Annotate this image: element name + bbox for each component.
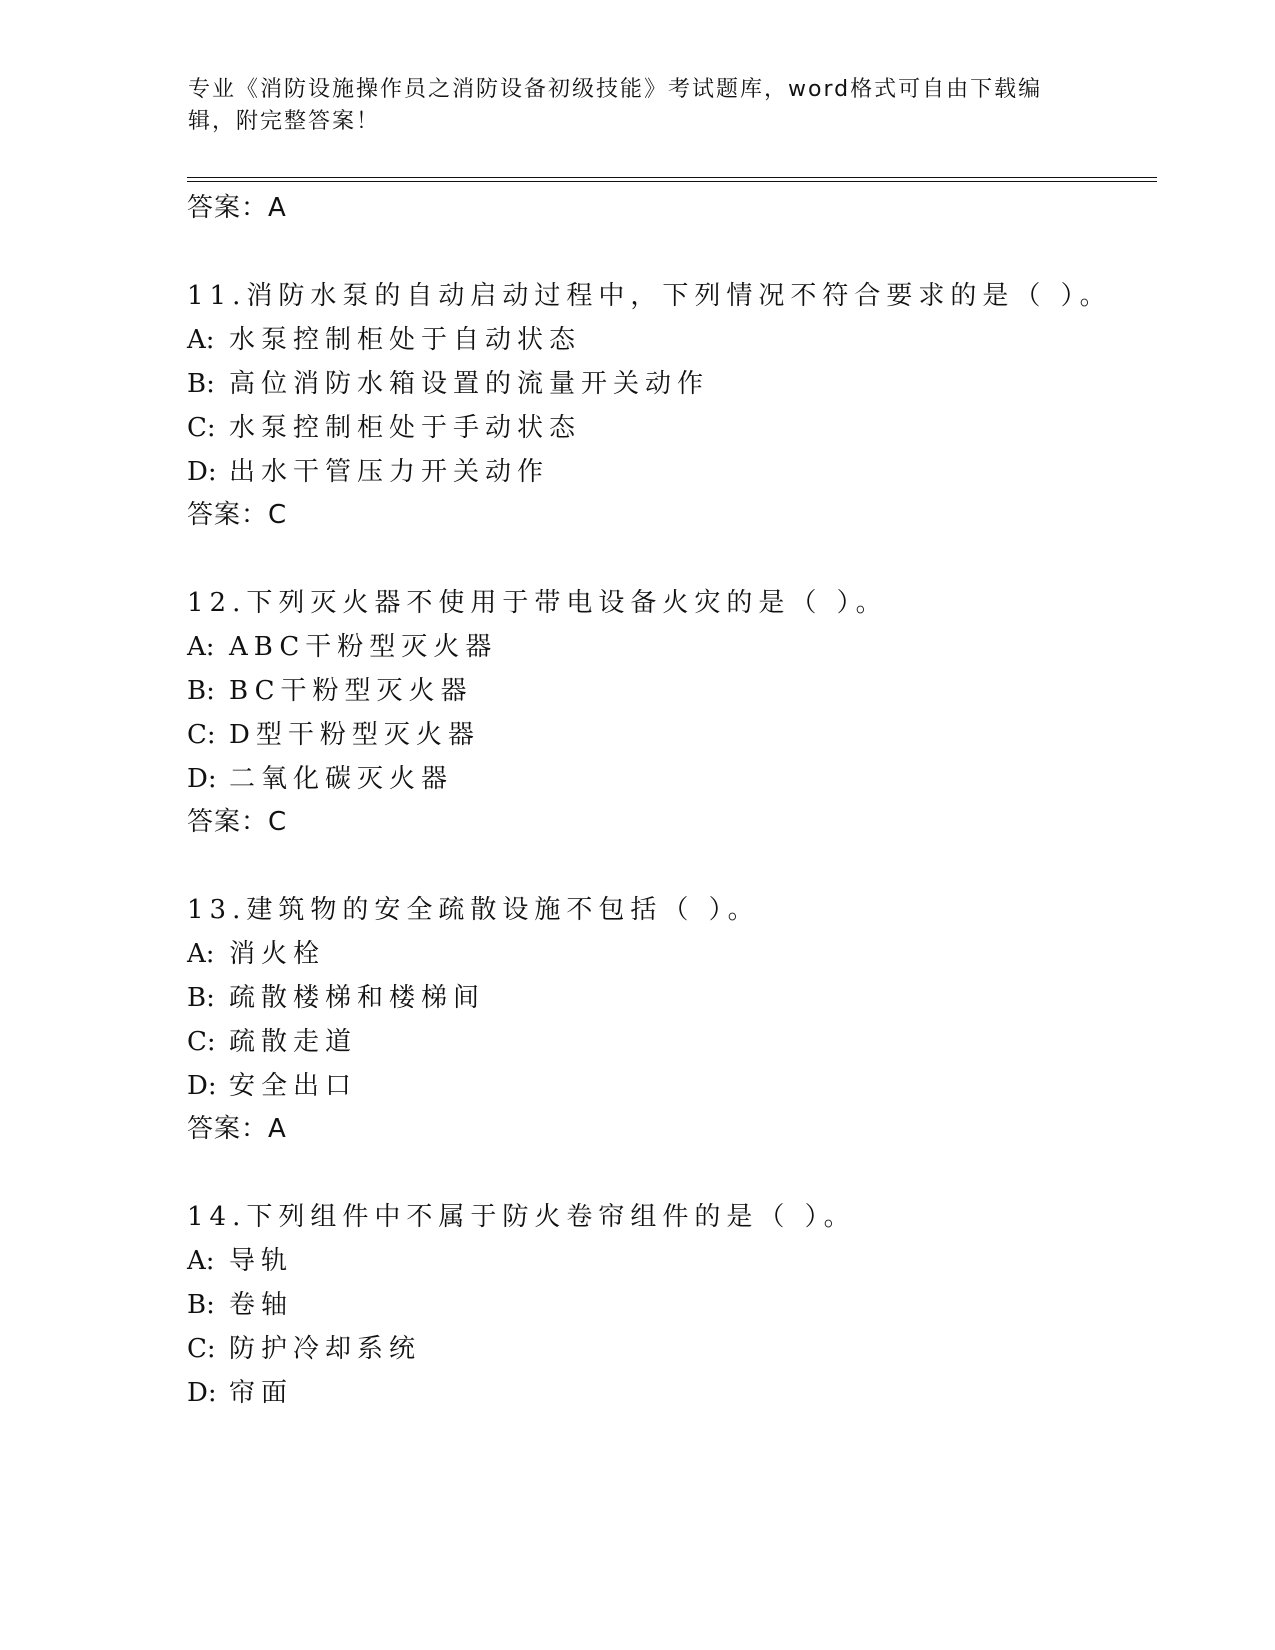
answer-label: 答案： <box>187 1114 269 1144</box>
answer-label: 答案： <box>187 500 269 530</box>
answer-value: C <box>268 807 288 837</box>
option-key: B: <box>187 369 215 399</box>
answer-value: C <box>268 500 288 530</box>
option-text: 防护冷却系统 <box>229 1334 422 1364</box>
question-12-option-b <box>187 675 472 707</box>
option-key: D: <box>187 457 217 487</box>
question-11-option-d <box>187 456 549 488</box>
document-header <box>188 74 1068 138</box>
option-key: A: <box>187 632 215 662</box>
option-key: B: <box>187 676 215 706</box>
question-12-option-d <box>187 763 453 795</box>
option-key: D: <box>187 1071 217 1101</box>
header-line-2: 辑，附完整答案！ <box>188 109 381 134</box>
option-text: 水泵控制柜处于自动状态 <box>229 325 582 355</box>
question-14: 14.下列组件中不属于防火卷帘组件的是（ ）。 <box>187 1202 856 1232</box>
question-13-option-c <box>187 1026 357 1058</box>
option-text: 消火栓 <box>229 939 326 969</box>
option-key: B: <box>187 1290 215 1320</box>
question-14-option-d <box>187 1377 293 1409</box>
question-13-answer <box>187 1113 287 1145</box>
question-12-option-a <box>187 631 497 663</box>
question-14-option-b <box>187 1289 293 1321</box>
option-text: 安全出口 <box>229 1071 358 1101</box>
option-key: A: <box>187 325 215 355</box>
answer-label: 答案： <box>187 807 269 837</box>
option-text: 高位消防水箱设置的流量开关动作 <box>229 369 710 399</box>
option-key: C: <box>187 1027 216 1057</box>
question-13-option-d <box>187 1070 357 1102</box>
option-text: 二氧化碳灭火器 <box>229 764 454 794</box>
option-text: ABC干粉型灭火器 <box>229 632 498 662</box>
option-key: C: <box>187 413 216 443</box>
question-13-option-b <box>187 982 485 1014</box>
header-rule-bottom <box>187 181 1157 182</box>
option-key: C: <box>187 1334 216 1364</box>
question-11-option-c <box>187 412 581 444</box>
answer-value: A <box>268 1114 287 1144</box>
question-13: 13.建筑物的安全疏散设施不包括（ ）。 <box>187 895 760 925</box>
option-key: D: <box>187 1378 217 1408</box>
question-11-answer <box>187 499 287 531</box>
question-14-option-c <box>187 1333 421 1365</box>
question-11-option-a <box>187 324 581 356</box>
option-text: 出水干管压力开关动作 <box>229 457 550 487</box>
option-text: D型干粉型灭火器 <box>229 720 480 750</box>
question-14-option-a <box>187 1245 293 1277</box>
option-text: 导轨 <box>229 1246 294 1276</box>
option-text: BC干粉型灭火器 <box>229 676 473 706</box>
option-key: A: <box>187 939 215 969</box>
question-12: 12.下列灭火器不使用于带电设备火灾的是（ ）。 <box>187 588 888 618</box>
option-text: 卷轴 <box>229 1290 294 1320</box>
option-key: B: <box>187 983 215 1013</box>
option-text: 疏散走道 <box>229 1027 358 1057</box>
answer-value: A <box>268 193 287 223</box>
option-text: 水泵控制柜处于手动状态 <box>229 413 582 443</box>
option-text: 疏散楼梯和楼梯间 <box>229 983 486 1013</box>
option-key: A: <box>187 1246 215 1276</box>
option-key: C: <box>187 720 216 750</box>
question-13-option-a <box>187 938 325 970</box>
option-key: D: <box>187 764 217 794</box>
answer-label: 答案： <box>187 193 269 223</box>
question-12-answer <box>187 806 287 838</box>
header-line-1: 专业《消防设施操作员之消防设备初级技能》考试题库，word格式可自由下载编 <box>188 77 1043 102</box>
question-11: 11.消防水泵的自动启动过程中，下列情况不符合要求的是（ ）。 <box>187 281 1112 311</box>
answer-prev <box>187 192 287 224</box>
option-text: 帘面 <box>229 1378 294 1408</box>
header-rule-top <box>187 177 1157 178</box>
question-11-option-b <box>187 368 709 400</box>
question-12-option-c <box>187 719 480 751</box>
